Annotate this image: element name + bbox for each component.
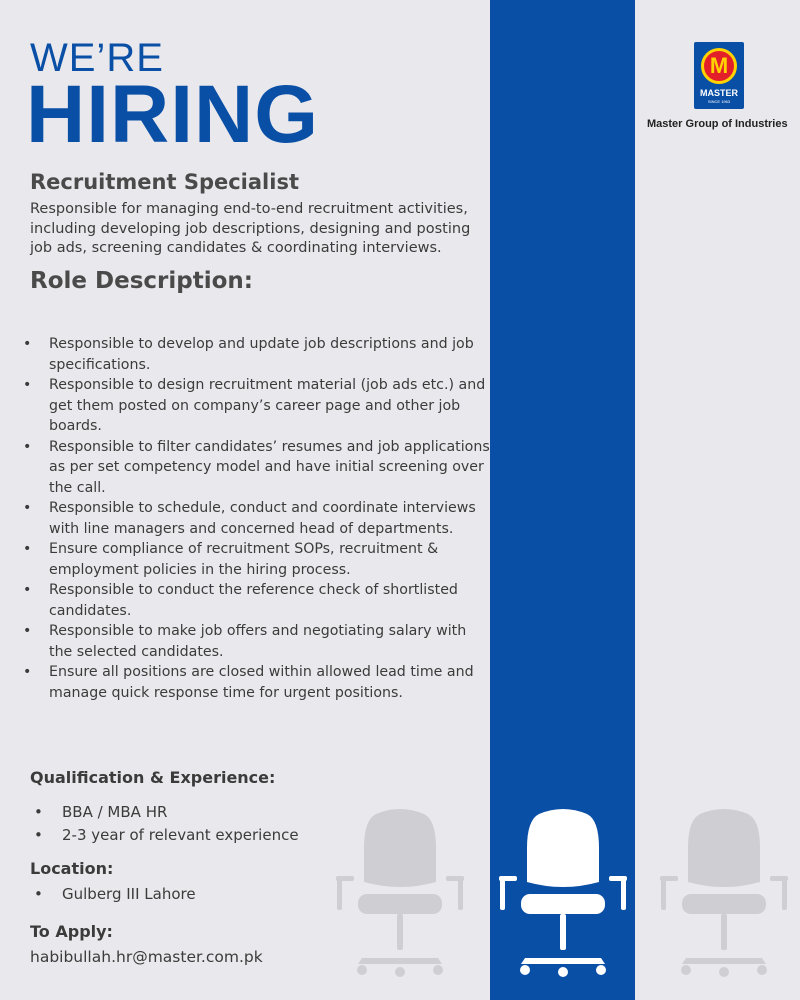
- list-item: • Ensure compliance of recruitment SOPs, recruitment & employment policies in the hiring process.: [20, 539, 490, 580]
- qualification-heading: Qualification & Experience:: [30, 768, 276, 787]
- logo-emblem: M: [701, 48, 737, 84]
- list-item: • Responsible to make job offers and negotiating salary with the selected candidates.: [20, 621, 490, 662]
- header-were: WE’RE: [30, 36, 164, 80]
- role-description-list: [20, 334, 490, 703]
- list-item: • Responsible to filter candidates’ resumes and job applications as per set competency model and have initial screening over the call.: [20, 437, 490, 499]
- job-summary: Responsible for managing end-to-end recruitment activities, including developing job descriptions, designing and posting job ads, screening candidates & coordinating interviews.: [30, 201, 471, 256]
- list-item: • Responsible to conduct the reference check of shortlisted candidates.: [20, 580, 490, 621]
- apply-heading: To Apply:: [30, 922, 113, 941]
- role-description-heading: Role Description:: [30, 268, 253, 294]
- company-name: Master Group of Industries: [647, 118, 788, 130]
- logo-wordmark: MASTER: [700, 88, 738, 98]
- qualification-list: [30, 801, 299, 847]
- job-title: Recruitment Specialist: [30, 170, 299, 194]
- header-hiring: HIRING: [26, 69, 319, 160]
- list-item: • Responsible to design recruitment material (job ads etc.) and get them posted on company’s career page and other job boards.: [20, 375, 490, 437]
- list-item: • Responsible to schedule, conduct and coordinate interviews with line managers and concerned head of departments.: [20, 498, 490, 539]
- apply-email[interactable]: habibullah.hr@master.com.pk: [30, 948, 263, 966]
- list-item: • BBA / MBA HR: [30, 801, 299, 824]
- list-item: • 2-3 year of relevant experience: [30, 824, 299, 847]
- master-logo: [694, 42, 744, 109]
- logo-since: SINCE 1963: [707, 99, 731, 104]
- grey-chair-right-icon: [656, 808, 792, 980]
- grey-chair-left-icon: [332, 808, 468, 980]
- list-item: • Gulberg III Lahore: [30, 883, 196, 906]
- list-item: • Ensure all positions are closed within allowed lead time and manage quick response time for urgent positions.: [20, 662, 490, 703]
- list-item: • Responsible to develop and update job descriptions and job specifications.: [20, 334, 490, 375]
- location-list: [30, 883, 196, 906]
- location-heading: Location:: [30, 859, 114, 878]
- white-chair-center-icon: [495, 808, 631, 980]
